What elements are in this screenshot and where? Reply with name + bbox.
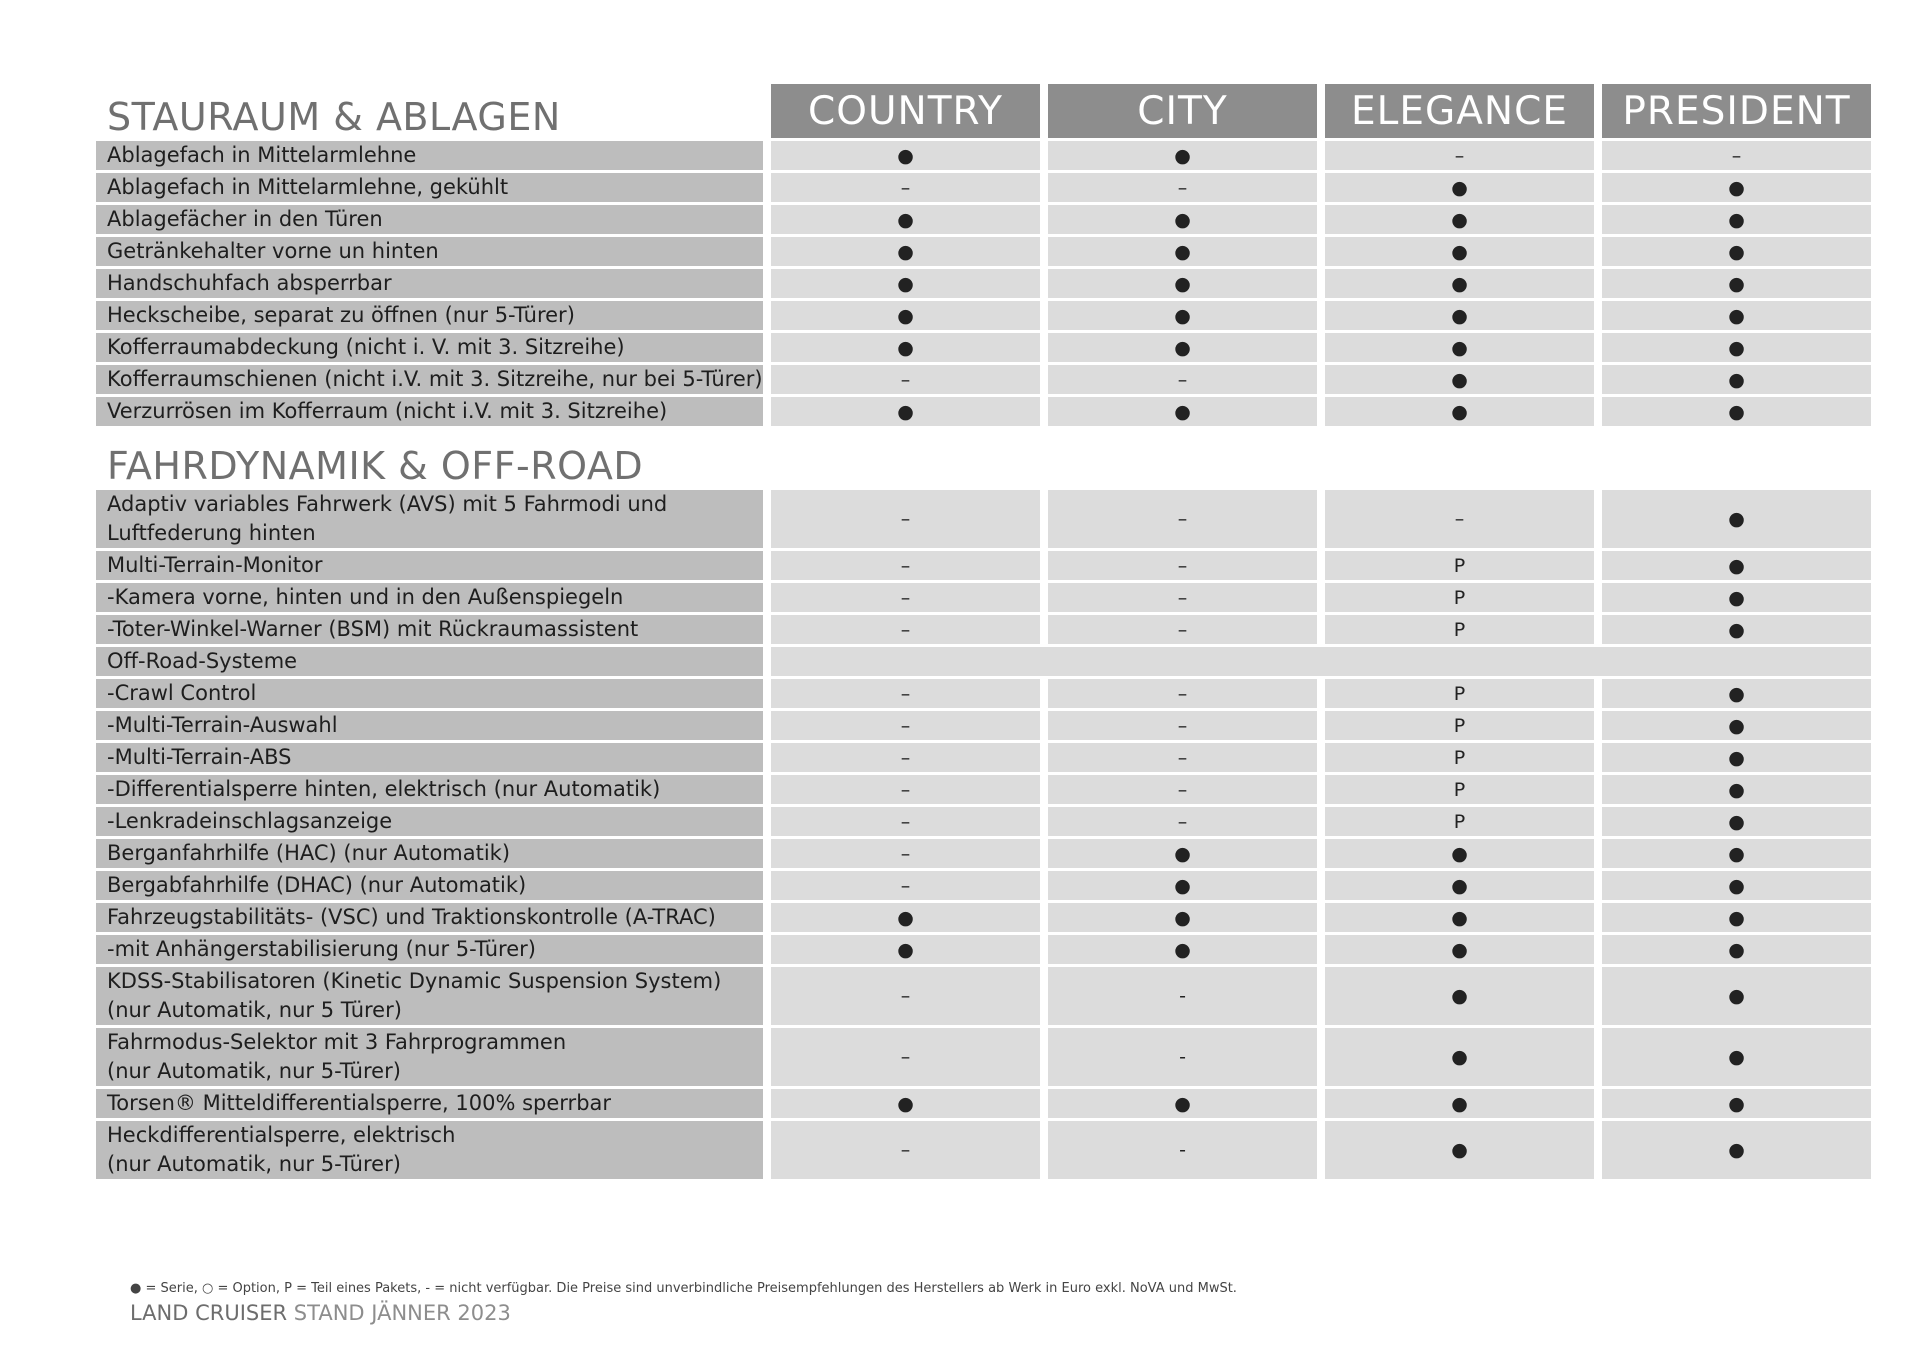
cell-country: ● [771,333,1040,362]
cell-country: – [771,173,1040,202]
row-label-text: Ablagefach in Mittelarmlehne [107,143,417,167]
cell-president: ● [1602,1121,1871,1179]
cell-country: – [771,490,1040,548]
cell-president: ● [1602,551,1871,580]
row-label-text: -Toter-Winkel-Warner (BSM) mit Rückraumassistent [107,617,639,641]
row-label [96,679,763,708]
table-row [96,1028,1873,1086]
cell-president: ● [1602,935,1871,964]
cell-city: ● [1048,141,1317,170]
row-label [96,935,763,964]
cell-country: – [771,839,1040,868]
table-row [96,903,1873,932]
row-label-text: Ablagefach in Mittelarmlehne, gekühlt [107,175,509,199]
cell-city: ● [1048,205,1317,234]
cell-city: – [1048,365,1317,394]
row-label-text: Berganfahrhilfe (HAC) (nur Automatik) [107,841,511,865]
row-label [96,269,763,298]
cell-country: – [771,775,1040,804]
cell-president: ● [1602,333,1871,362]
row-label [96,967,763,1025]
table-row [96,141,1873,170]
row-label [96,711,763,740]
row-label-text: Heckdifferentialsperre, elektrisch (nur Automatik, nur 5-Türer) [107,1123,456,1176]
cell-president: ● [1602,365,1871,394]
cell-president: ● [1602,237,1871,266]
cell-country: – [771,871,1040,900]
cell-elegance: ● [1325,205,1594,234]
cell-city: - [1048,1028,1317,1086]
cell-elegance: ● [1325,871,1594,900]
table-row [96,333,1873,362]
row-label-text: -Kamera vorne, hinten und in den Außenspiegeln [107,585,624,609]
cell-city: – [1048,711,1317,740]
cell-elegance: P [1325,807,1594,836]
footer-stand: STAND JÄNNER 2023 [287,1301,511,1325]
table-row [96,743,1873,772]
cell-elegance: ● [1325,839,1594,868]
row-label [96,397,763,426]
column-header-president: PRESIDENT [1602,84,1871,138]
row-label [96,551,763,580]
section-title-storage: STAURAUM & ABLAGEN [107,95,561,139]
row-label-text: KDSS-Stabilisatoren (Kinetic Dynamic Suspension System) (nur Automatik, nur 5 Türer) [107,969,722,1022]
cell-country: ● [771,935,1040,964]
cell-president: ● [1602,1089,1871,1118]
cell-city: ● [1048,839,1317,868]
cell-president: ● [1602,173,1871,202]
cell-city: ● [1048,237,1317,266]
cell-president: ● [1602,711,1871,740]
cell-elegance: ● [1325,237,1594,266]
cell-elegance: ● [1325,301,1594,330]
cell-city: ● [1048,269,1317,298]
table-row [96,871,1873,900]
cell-president: ● [1602,839,1871,868]
cell-city: – [1048,775,1317,804]
row-label-text: -Multi-Terrain-ABS [107,745,292,769]
table-row [96,365,1873,394]
cell-city: – [1048,583,1317,612]
cell-country: – [771,743,1040,772]
cell-elegance: ● [1325,397,1594,426]
row-label [96,743,763,772]
row-label [96,490,763,548]
cell-city: - [1048,967,1317,1025]
row-label-text: Ablagefächer in den Türen [107,207,383,231]
cell-president: ● [1602,871,1871,900]
row-label-text: -Crawl Control [107,681,257,705]
cell-city: ● [1048,903,1317,932]
cell-country: – [771,807,1040,836]
footer-brand-line [130,1301,511,1325]
cell-country: – [771,679,1040,708]
row-label-text: -Differentialsperre hinten, elektrisch (nur Automatik) [107,777,661,801]
cell-president: ● [1602,807,1871,836]
cell-president: ● [1602,1028,1871,1086]
cell-elegance: – [1325,490,1594,548]
row-label [96,237,763,266]
table-row [96,1121,1873,1179]
cell-city: – [1048,679,1317,708]
table-row [96,583,1873,612]
cell-city: ● [1048,301,1317,330]
row-label-text: Kofferraumabdeckung (nicht i. V. mit 3. Sitzreihe) [107,335,625,359]
table-row [96,173,1873,202]
table-row [96,647,1873,676]
cell-city: - [1048,1121,1317,1179]
cell-country: ● [771,141,1040,170]
row-label [96,141,763,170]
cell-elegance: ● [1325,1121,1594,1179]
cell-elegance: P [1325,743,1594,772]
cell-president: ● [1602,615,1871,644]
cell-elegance: ● [1325,173,1594,202]
table-row [96,1089,1873,1118]
cell-country: – [771,365,1040,394]
row-label-text: -Multi-Terrain-Auswahl [107,713,338,737]
cell-president: ● [1602,301,1871,330]
cell-country: – [771,583,1040,612]
table-row [96,967,1873,1025]
equipment-table [96,84,1873,1182]
row-label-text: Handschuhfach absperrbar [107,271,392,295]
table-row [96,711,1873,740]
row-label [96,615,763,644]
cell-elegance: ● [1325,365,1594,394]
row-label [96,903,763,932]
row-label [96,1089,763,1118]
cell-president: ● [1602,397,1871,426]
row-label-text: Heckscheibe, separat zu öffnen (nur 5-Türer) [107,303,575,327]
cell-country: ● [771,397,1040,426]
column-header-country: COUNTRY [771,84,1040,138]
row-label-text: Verzurrösen im Kofferraum (nicht i.V. mit 3. Sitzreihe) [107,399,668,423]
table-row [96,269,1873,298]
table-row [96,205,1873,234]
cell-elegance: P [1325,551,1594,580]
cell-elegance: P [1325,775,1594,804]
cell-president: ● [1602,205,1871,234]
cell-president: ● [1602,679,1871,708]
cell-elegance: P [1325,615,1594,644]
row-label [96,647,763,676]
cell-president: ● [1602,583,1871,612]
row-label-text: Kofferraumschienen (nicht i.V. mit 3. Sitzreihe, nur bei 5-Türer) [107,367,763,391]
row-label [96,839,763,868]
table-row [96,807,1873,836]
cell-elegance: ● [1325,1089,1594,1118]
cell-president: ● [1602,490,1871,548]
row-label [96,173,763,202]
row-label [96,333,763,362]
table-header-row [96,84,1873,138]
cell-elegance: ● [1325,1028,1594,1086]
row-label-text: Bergabfahrhilfe (DHAC) (nur Automatik) [107,873,527,897]
cell-president: ● [1602,269,1871,298]
row-label [96,807,763,836]
row-label-text: Off-Road-Systeme [107,649,298,673]
cell-country: ● [771,269,1040,298]
row-label-text: -Lenkradeinschlagsanzeige [107,809,393,833]
cell-country: – [771,711,1040,740]
cell-city: – [1048,615,1317,644]
cell-city: ● [1048,871,1317,900]
cell-country: – [771,1121,1040,1179]
section-storage-rows [96,141,1873,426]
cell-country: – [771,1028,1040,1086]
row-label [96,583,763,612]
cell-country: ● [771,205,1040,234]
table-row [96,679,1873,708]
cell-country: ● [771,903,1040,932]
cell-president: ● [1602,903,1871,932]
cell-city: – [1048,807,1317,836]
cell-country: – [771,615,1040,644]
cell-elegance: P [1325,679,1594,708]
row-label-text: Torsen® Mitteldifferentialsperre, 100% sperrbar [107,1091,612,1115]
group-spacer-cell [771,647,1871,676]
cell-city: – [1048,551,1317,580]
table-row [96,775,1873,804]
cell-city: ● [1048,1089,1317,1118]
cell-city: ● [1048,935,1317,964]
row-label-text: Getränkehalter vorne un hinten [107,239,439,263]
table-row [96,397,1873,426]
row-label [96,1028,763,1086]
cell-city: – [1048,490,1317,548]
section-header-driving [96,429,1873,488]
cell-elegance: ● [1325,269,1594,298]
table-row [96,490,1873,548]
cell-city: – [1048,173,1317,202]
row-label-text: Fahrmodus-Selektor mit 3 Fahrprogrammen (nur Automatik, nur 5-Türer) [107,1030,567,1083]
row-label-text: Multi-Terrain-Monitor [107,553,323,577]
table-row [96,615,1873,644]
cell-city: – [1048,743,1317,772]
table-row [96,839,1873,868]
footer-legend: ● = Serie, ○ = Option, P = Teil eines Pakets, - = nicht verfügbar. Die Preise sind unverbindliche Preisempfehlungen des Herstellers ab Werk in Euro exkl. NoVA und MwSt. [130,1281,1237,1296]
cell-president: ● [1602,775,1871,804]
section-driving-rows [96,490,1873,1179]
cell-country: – [771,551,1040,580]
cell-elegance: ● [1325,967,1594,1025]
row-label [96,775,763,804]
row-label-text: -mit Anhängerstabilisierung (nur 5-Türer) [107,937,536,961]
cell-president: – [1602,141,1871,170]
row-label [96,301,763,330]
row-label [96,365,763,394]
row-label-text: Fahrzeugstabilitäts- (VSC) und Traktionskontrolle (A-TRAC) [107,905,716,929]
cell-elegance: P [1325,711,1594,740]
cell-country: ● [771,301,1040,330]
cell-city: ● [1048,333,1317,362]
cell-elegance: ● [1325,903,1594,932]
cell-elegance: – [1325,141,1594,170]
table-row [96,237,1873,266]
row-label [96,1121,763,1179]
column-header-elegance: ELEGANCE [1325,84,1594,138]
cell-city: ● [1048,397,1317,426]
cell-elegance: P [1325,583,1594,612]
row-label-text: Adaptiv variables Fahrwerk (AVS) mit 5 Fahrmodi und Luftfederung hinten [107,492,668,545]
row-label [96,205,763,234]
cell-country: ● [771,237,1040,266]
row-label [96,871,763,900]
cell-country: ● [771,1089,1040,1118]
cell-president: ● [1602,967,1871,1025]
cell-elegance: ● [1325,333,1594,362]
cell-elegance: ● [1325,935,1594,964]
table-row [96,301,1873,330]
footer-brand: LAND CRUISER [130,1301,288,1325]
cell-country: – [771,967,1040,1025]
column-header-city: CITY [1048,84,1317,138]
section-title-driving: FAHRDYNAMIK & OFF-ROAD [107,444,644,488]
table-row [96,935,1873,964]
cell-president: ● [1602,743,1871,772]
table-row [96,551,1873,580]
